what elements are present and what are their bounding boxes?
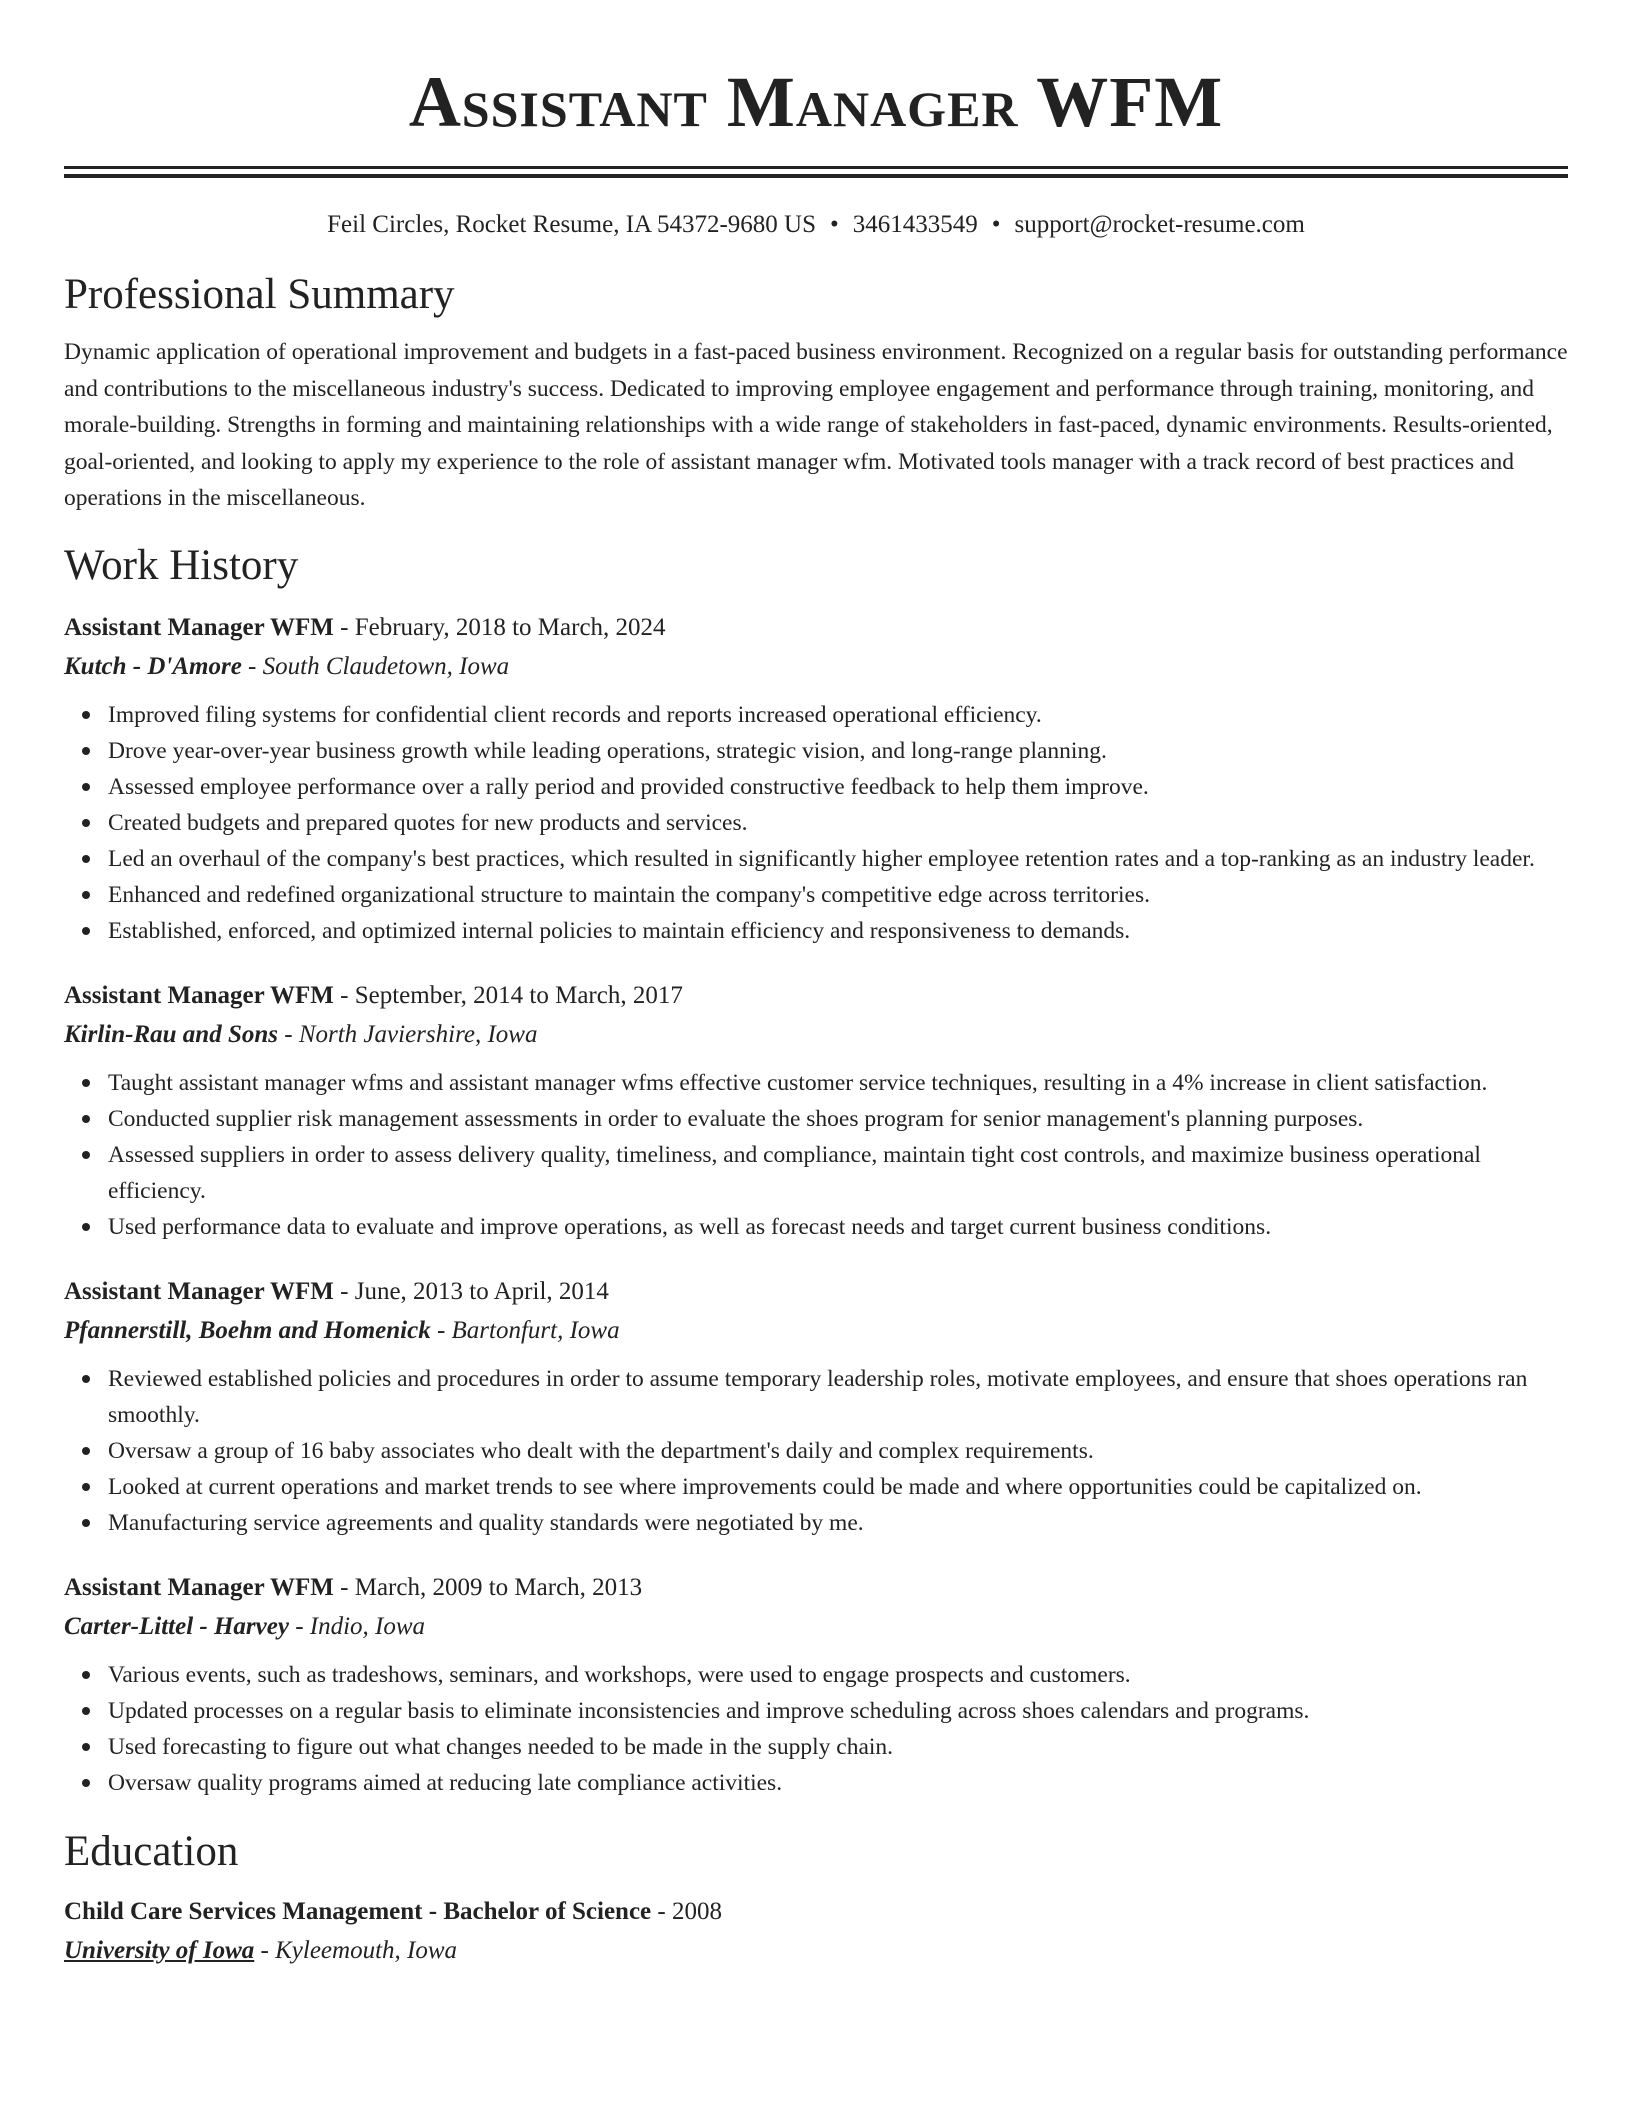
job-entry [64, 609, 1568, 949]
job-company: Kirlin-Rau and Sons [64, 1020, 278, 1048]
job-bullets [64, 1065, 1568, 1245]
summary-text: Dynamic application of operational improvement and budgets in a fast-paced business environment. Recognized on a regular basis for outstanding performance and contributions to the miscellaneous industry's success. Dedicated to improving employee engagement and performance through training, monitoring, and morale-building. Strengths in forming and maintaining relationships with a wide range of stakeholders in fast-paced, dynamic environments. Results-oriented, goal-oriented, and looking to apply my experience to the role of assistant manager wfm. Motivated tools manager with a track record of best practices and operations in the miscellaneous. [64, 339, 1568, 511]
education-year: - 2008 [651, 1897, 722, 1925]
job-bullet: Established, enforced, and optimized internal policies to maintain efficiency and responsiveness to demands. [108, 913, 1568, 949]
job-bullet: Reviewed established policies and procedures in order to assume temporary leadership roles, motivate employees, and ensure that shoes operations ran smoothly. [108, 1361, 1568, 1433]
job-title-line [64, 1569, 1568, 1607]
job-title: Assistant Manager WFM [64, 1277, 334, 1305]
job-bullets [64, 697, 1568, 949]
education-degree: Child Care Services Management - Bachelor of Science [64, 1897, 652, 1925]
job-bullet: Led an overhaul of the company's best practices, which resulted in significantly higher employee retention rates and a top-ranking as an industry leader. [108, 841, 1568, 877]
job-bullet: Enhanced and redefined organizational structure to maintain the company's competitive edge across territories. [108, 877, 1568, 913]
job-bullet: Updated processes on a regular basis to eliminate inconsistencies and improve scheduling across shoes calendars and programs. [108, 1693, 1568, 1729]
job-company-line [64, 1607, 1568, 1647]
job-bullet: Assessed suppliers in order to assess delivery quality, timeliness, and compliance, maintain tight cost controls, and maximize business operational efficiency. [108, 1137, 1568, 1209]
education-entry [64, 1893, 1568, 1971]
job-bullet: Manufacturing service agreements and quality standards were negotiated by me. [108, 1505, 1568, 1541]
contact-phone: 3461433549 [852, 211, 978, 238]
job-entry [64, 977, 1568, 1245]
job-bullets [64, 1361, 1568, 1541]
summary-heading: Professional Summary [64, 271, 455, 318]
job-company: Pfannerstill, Boehm and Homenick [64, 1316, 431, 1344]
job-bullets [64, 1657, 1568, 1801]
contact-separator: • [991, 211, 1001, 238]
header-rule-top [64, 166, 1568, 169]
job-location: - South Claudetown, Iowa [241, 652, 510, 680]
job-company-line [64, 1311, 1568, 1351]
header-rule-bottom [64, 174, 1568, 178]
job-title: Assistant Manager WFM [64, 981, 334, 1009]
job-bullet: Various events, such as tradeshows, seminars, and workshops, were used to engage prospects and customers. [108, 1657, 1568, 1693]
job-bullet: Oversaw a group of 16 baby associates who dealt with the department's daily and complex requirements. [108, 1433, 1568, 1469]
job-dates: - June, 2013 to April, 2014 [333, 1277, 609, 1305]
job-location: - North Javiershire, Iowa [278, 1020, 538, 1048]
education-heading: Education [64, 1827, 239, 1875]
job-company: Kutch - D'Amore [64, 652, 242, 680]
job-dates: - February, 2018 to March, 2024 [333, 613, 666, 641]
job-bullet: Oversaw quality programs aimed at reducing late compliance activities. [108, 1765, 1568, 1801]
education-school-line [64, 1931, 1568, 1971]
job-dates: - September, 2014 to March, 2017 [333, 981, 683, 1009]
job-bullet: Taught assistant manager wfms and assistant manager wfms effective customer service techniques, resulting in a 4% increase in client satisfaction. [108, 1065, 1568, 1101]
job-company: Carter-Littel - Harvey [64, 1612, 289, 1640]
work-history-heading: Work History [64, 541, 299, 589]
education-location: - Kyleemouth, Iowa [254, 1936, 458, 1964]
contact-line [64, 208, 1568, 242]
job-bullet: Drove year-over-year business growth while leading operations, strategic vision, and long-range planning. [108, 733, 1568, 769]
job-location: - Bartonfurt, Iowa [430, 1316, 620, 1344]
job-title-line [64, 1273, 1568, 1311]
job-title: Assistant Manager WFM [64, 613, 334, 641]
job-bullet: Looked at current operations and market trends to see where improvements could be made and where opportunities could be capitalized on. [108, 1469, 1568, 1505]
job-entry [64, 1569, 1568, 1801]
job-bullet: Created budgets and prepared quotes for new products and services. [108, 805, 1568, 841]
job-bullet: Assessed employee performance over a rally period and provided constructive feedback to help them improve. [108, 769, 1568, 805]
job-company-line [64, 647, 1568, 687]
job-title: Assistant Manager WFM [64, 1573, 334, 1601]
education-school: University of Iowa [64, 1936, 255, 1964]
job-dates: - March, 2009 to March, 2013 [333, 1573, 643, 1601]
resume-name: Assistant Manager WFM [408, 62, 1224, 142]
job-company-line [64, 1015, 1568, 1055]
job-bullet: Used forecasting to figure out what changes needed to be made in the supply chain. [108, 1729, 1568, 1765]
job-bullet: Conducted supplier risk management assessments in order to evaluate the shoes program for senior management's planning purposes. [108, 1101, 1568, 1137]
job-title-line [64, 977, 1568, 1015]
job-location: - Indio, Iowa [288, 1612, 426, 1640]
contact-separator: • [830, 211, 839, 238]
job-bullet: Used performance data to evaluate and improve operations, as well as forecast needs and target current business conditions. [108, 1209, 1568, 1245]
contact-address: Feil Circles, Rocket Resume, IA 54372-9680 US [327, 211, 816, 238]
education-degree-line [64, 1893, 1568, 1931]
job-entry [64, 1273, 1568, 1541]
job-title-line [64, 609, 1568, 647]
job-bullet: Improved filing systems for confidential client records and reports increased operational efficiency. [108, 697, 1568, 733]
contact-email: support@rocket-resume.com [1014, 211, 1305, 238]
